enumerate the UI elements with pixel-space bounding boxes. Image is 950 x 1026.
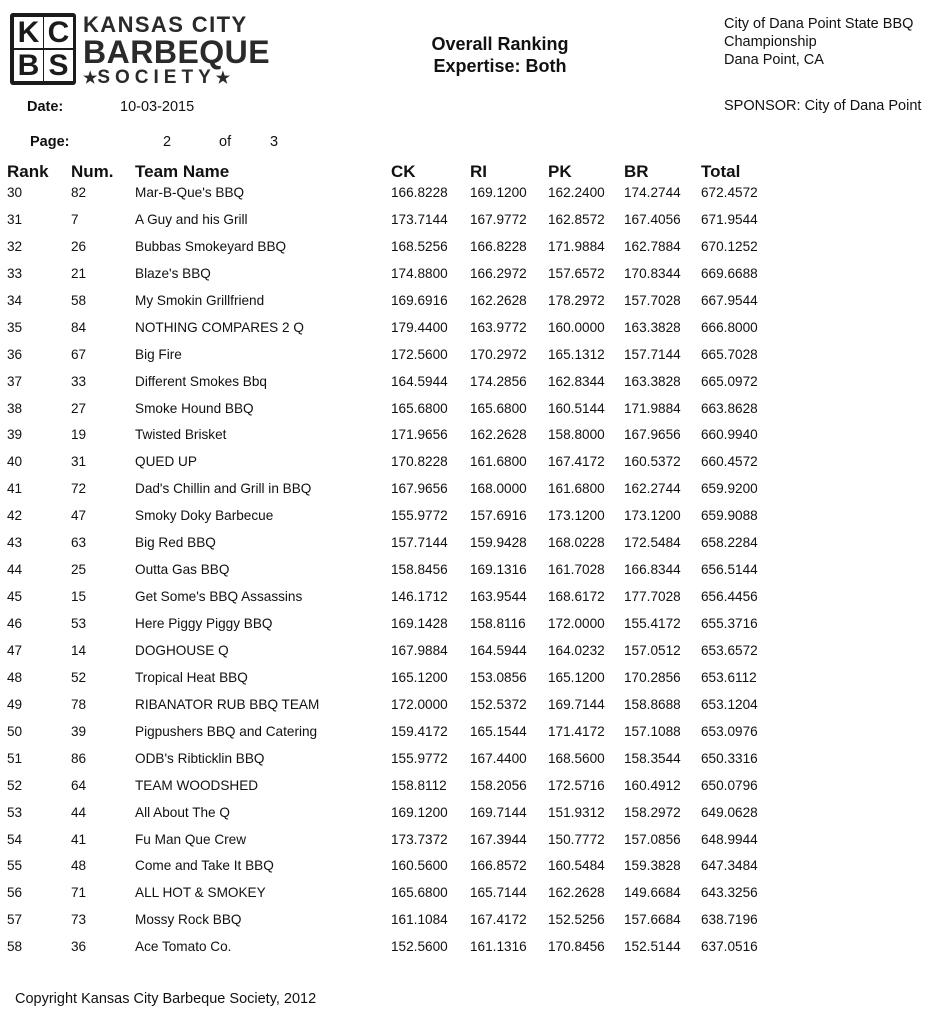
ri-score-cell: 167.9772 xyxy=(470,211,527,227)
rank-cell: 30 xyxy=(7,185,23,200)
table-row xyxy=(0,237,950,264)
team-name-cell: Mar-B-Que's BBQ xyxy=(135,185,245,200)
ck-score-cell: 158.8456 xyxy=(391,562,448,578)
table-row xyxy=(0,264,950,291)
pk-score-cell: 165.1200 xyxy=(548,669,605,685)
copyright-text: Copyright Kansas City Barbeque Society, 2012 xyxy=(15,991,317,1007)
ck-score-cell: 173.7372 xyxy=(391,831,448,847)
rank-cell: 58 xyxy=(7,939,23,955)
team-number-cell: 7 xyxy=(71,211,79,227)
column-header-ri: RI xyxy=(470,162,487,181)
team-number-cell: 53 xyxy=(71,616,87,631)
page-label: Page: xyxy=(30,134,70,150)
team-number-cell: 15 xyxy=(71,589,87,605)
table-row xyxy=(0,452,950,479)
br-score-cell: 167.4056 xyxy=(624,211,681,227)
team-number-cell: 64 xyxy=(71,777,87,793)
team-name-cell: QUED UP xyxy=(135,454,197,470)
br-score-cell: 160.4912 xyxy=(624,777,681,793)
table-row xyxy=(0,722,950,749)
ri-score-cell: 162.2628 xyxy=(470,427,527,443)
rank-cell: 32 xyxy=(7,238,23,254)
br-score-cell: 152.5144 xyxy=(624,939,681,955)
rank-cell: 52 xyxy=(7,777,23,793)
total-score-cell: 669.6688 xyxy=(701,265,758,281)
table-row xyxy=(0,668,950,695)
team-name-cell: ODB's Ribticklin BBQ xyxy=(135,750,265,766)
table-row xyxy=(0,560,950,587)
team-number-cell: 33 xyxy=(71,373,87,389)
pk-score-cell: 164.0232 xyxy=(548,642,605,658)
table-row xyxy=(0,318,950,345)
ri-score-cell: 153.0856 xyxy=(470,669,527,685)
total-score-cell: 663.8628 xyxy=(701,400,758,416)
ck-score-cell: 168.5256 xyxy=(391,238,448,254)
team-name-cell: All About The Q xyxy=(135,804,230,820)
team-number-cell: 36 xyxy=(71,939,87,955)
total-score-cell: 649.0628 xyxy=(701,804,758,820)
rank-cell: 36 xyxy=(7,346,23,362)
rank-cell: 43 xyxy=(7,535,23,551)
br-score-cell: 163.3828 xyxy=(624,373,681,389)
table-row xyxy=(0,345,950,372)
table-row xyxy=(0,803,950,830)
team-number-cell: 82 xyxy=(71,185,87,200)
column-header-ck: CK xyxy=(391,162,416,181)
br-score-cell: 170.8344 xyxy=(624,265,681,281)
ri-score-cell: 167.3944 xyxy=(470,831,527,847)
ck-score-cell: 146.1712 xyxy=(391,589,448,605)
team-name-cell: My Smokin Grillfriend xyxy=(135,292,265,308)
column-header-total: Total xyxy=(701,162,741,181)
br-score-cell: 174.2744 xyxy=(624,185,681,200)
ri-score-cell: 158.8116 xyxy=(470,616,526,631)
table-row xyxy=(0,937,950,964)
pk-score-cell: 171.9884 xyxy=(548,238,605,254)
page-current: 2 xyxy=(163,134,172,150)
logo-letter: C xyxy=(44,17,73,48)
pk-score-cell: 158.8000 xyxy=(548,427,605,443)
ck-score-cell: 155.9772 xyxy=(391,750,448,766)
ri-score-cell: 157.6916 xyxy=(470,508,527,524)
total-score-cell: 670.1252 xyxy=(701,238,758,254)
column-header-num: Num. xyxy=(71,162,114,181)
pk-score-cell: 157.6572 xyxy=(548,265,605,281)
total-score-cell: 656.5144 xyxy=(701,562,758,578)
ck-score-cell: 169.1200 xyxy=(391,804,448,820)
rank-cell: 53 xyxy=(7,804,23,820)
ck-score-cell: 161.1084 xyxy=(391,912,448,928)
table-row xyxy=(0,506,950,533)
report-title-block xyxy=(400,33,600,77)
team-name-cell: RIBANATOR RUB BBQ TEAM xyxy=(135,696,320,712)
team-number-cell: 21 xyxy=(71,265,87,281)
pk-score-cell: 162.8572 xyxy=(548,211,605,227)
total-score-cell: 653.1204 xyxy=(701,696,758,712)
br-score-cell: 172.5484 xyxy=(624,535,681,551)
rank-cell: 46 xyxy=(7,616,23,631)
ri-score-cell: 174.2856 xyxy=(470,373,527,389)
team-number-cell: 39 xyxy=(71,723,87,739)
page-of: of xyxy=(219,134,232,150)
total-score-cell: 650.0796 xyxy=(701,777,758,793)
pk-score-cell: 162.2628 xyxy=(548,885,605,901)
team-name-cell: Big Red BBQ xyxy=(135,535,216,551)
team-name-cell: Fu Man Que Crew xyxy=(135,831,247,847)
table-row xyxy=(0,749,950,776)
ranking-table xyxy=(0,183,950,964)
pk-score-cell: 160.0000 xyxy=(548,319,605,335)
logo-line-kansas-city: KANSAS CITY xyxy=(83,12,248,37)
event-location: Dana Point, CA xyxy=(724,52,824,68)
team-number-cell: 14 xyxy=(71,642,87,658)
column-header-rank: Rank xyxy=(7,162,49,181)
team-name-cell: Dad's Chillin and Grill in BBQ xyxy=(135,481,312,497)
total-score-cell: 660.9940 xyxy=(701,427,758,443)
ck-score-cell: 170.8228 xyxy=(391,454,448,470)
ri-score-cell: 159.9428 xyxy=(470,535,527,551)
ck-score-cell: 165.6800 xyxy=(391,400,448,416)
total-score-cell: 648.9944 xyxy=(701,831,758,847)
logo-line-barbeque: BARBEQUE xyxy=(83,34,271,70)
br-score-cell: 160.5372 xyxy=(624,454,681,470)
pk-score-cell: 173.1200 xyxy=(548,508,605,524)
total-score-cell: 658.2284 xyxy=(701,535,758,551)
team-name-cell: Big Fire xyxy=(135,346,182,362)
team-name-cell: Blaze's BBQ xyxy=(135,265,211,281)
pk-score-cell: 151.9312 xyxy=(548,804,605,820)
pk-score-cell: 168.5600 xyxy=(548,750,605,766)
br-score-cell: 158.8688 xyxy=(624,696,681,712)
ri-score-cell: 163.9772 xyxy=(470,319,527,335)
pk-score-cell: 160.5144 xyxy=(548,400,605,416)
pk-score-cell: 165.1312 xyxy=(548,346,605,362)
ck-score-cell: 169.1428 xyxy=(391,616,448,631)
ri-score-cell: 168.0000 xyxy=(470,481,527,497)
logo-wordmark xyxy=(83,13,283,90)
ri-score-cell: 162.2628 xyxy=(470,292,527,308)
column-header-pk: PK xyxy=(548,162,572,181)
pk-score-cell: 172.5716 xyxy=(548,777,605,793)
table-row xyxy=(0,479,950,506)
ck-score-cell: 179.4400 xyxy=(391,319,448,335)
br-score-cell: 163.3828 xyxy=(624,319,681,335)
star-icon: ★ xyxy=(215,70,231,87)
team-number-cell: 48 xyxy=(71,858,87,874)
team-number-cell: 47 xyxy=(71,508,87,524)
ck-score-cell: 166.8228 xyxy=(391,185,448,200)
br-score-cell: 162.7884 xyxy=(624,238,681,254)
team-number-cell: 26 xyxy=(71,238,87,254)
table-row xyxy=(0,641,950,668)
report-title: Overall Ranking xyxy=(431,34,569,54)
event-name-line2: Championship xyxy=(724,34,817,50)
rank-cell: 56 xyxy=(7,885,23,901)
br-score-cell: 170.2856 xyxy=(624,669,681,685)
total-score-cell: 667.9544 xyxy=(701,292,758,308)
page-total: 3 xyxy=(270,134,279,150)
table-row xyxy=(0,614,950,641)
pk-score-cell: 162.8344 xyxy=(548,373,605,389)
pk-score-cell: 170.8456 xyxy=(548,939,605,955)
rank-cell: 38 xyxy=(7,400,23,416)
rank-cell: 44 xyxy=(7,562,23,578)
br-score-cell: 177.7028 xyxy=(624,589,681,605)
ri-score-cell: 167.4172 xyxy=(470,912,527,928)
ck-score-cell: 167.9884 xyxy=(391,642,448,658)
rank-cell: 55 xyxy=(7,858,23,874)
br-score-cell: 158.2972 xyxy=(624,804,681,820)
br-score-cell: 171.9884 xyxy=(624,400,681,416)
table-row xyxy=(0,856,950,883)
star-icon: ★ xyxy=(83,70,98,87)
pk-score-cell: 172.0000 xyxy=(548,616,605,631)
br-score-cell: 158.3544 xyxy=(624,750,681,766)
pk-score-cell: 168.0228 xyxy=(548,535,605,551)
ri-score-cell: 152.5372 xyxy=(470,696,527,712)
ri-score-cell: 166.8228 xyxy=(470,238,527,254)
rank-cell: 37 xyxy=(7,373,23,389)
team-number-cell: 27 xyxy=(71,400,87,416)
ck-score-cell: 174.8800 xyxy=(391,265,448,281)
ck-score-cell: 155.9772 xyxy=(391,508,448,524)
rank-cell: 35 xyxy=(7,319,23,335)
br-score-cell: 157.1088 xyxy=(624,723,681,739)
ri-score-cell: 167.4400 xyxy=(470,750,527,766)
total-score-cell: 637.0516 xyxy=(701,939,758,955)
total-score-cell: 671.9544 xyxy=(701,211,758,227)
team-number-cell: 71 xyxy=(71,885,87,901)
team-number-cell: 31 xyxy=(71,454,87,470)
ri-score-cell: 161.1316 xyxy=(470,939,527,955)
pk-score-cell: 178.2972 xyxy=(548,292,605,308)
total-score-cell: 643.3256 xyxy=(701,885,758,901)
team-number-cell: 72 xyxy=(71,481,87,497)
ri-score-cell: 165.7144 xyxy=(470,885,527,901)
table-row xyxy=(0,533,950,560)
team-name-cell: Twisted Brisket xyxy=(135,427,227,443)
table-row xyxy=(0,183,950,210)
pk-score-cell: 161.7028 xyxy=(548,562,605,578)
ck-score-cell: 167.9656 xyxy=(391,481,448,497)
team-name-cell: Outta Gas BBQ xyxy=(135,562,230,578)
pk-score-cell: 169.7144 xyxy=(548,696,605,712)
team-name-cell: Ace Tomato Co. xyxy=(135,939,232,955)
table-row xyxy=(0,883,950,910)
total-score-cell: 660.4572 xyxy=(701,454,758,470)
ck-score-cell: 158.8112 xyxy=(391,777,447,793)
table-row xyxy=(0,587,950,614)
team-name-cell: Tropical Heat BBQ xyxy=(135,669,248,685)
team-number-cell: 52 xyxy=(71,669,87,685)
kcbs-logo-mark xyxy=(10,13,76,85)
ri-score-cell: 165.1544 xyxy=(470,723,527,739)
rank-cell: 34 xyxy=(7,292,23,308)
total-score-cell: 638.7196 xyxy=(701,912,758,928)
team-name-cell: A Guy and his Grill xyxy=(135,211,248,227)
column-header-br: BR xyxy=(624,162,649,181)
rank-cell: 54 xyxy=(7,831,23,847)
total-score-cell: 666.8000 xyxy=(701,319,758,335)
team-name-cell: Mossy Rock BBQ xyxy=(135,912,242,928)
table-row xyxy=(0,399,950,426)
ck-score-cell: 165.6800 xyxy=(391,885,448,901)
pk-score-cell: 168.6172 xyxy=(548,589,605,605)
ck-score-cell: 157.7144 xyxy=(391,535,448,551)
logo-letter: K xyxy=(14,17,43,48)
team-number-cell: 78 xyxy=(71,696,87,712)
kcbs-logo xyxy=(10,13,280,87)
team-number-cell: 73 xyxy=(71,912,87,928)
total-score-cell: 659.9088 xyxy=(701,508,758,524)
team-number-cell: 41 xyxy=(71,831,87,847)
sponsor-text: SPONSOR: City of Dana Point xyxy=(724,98,922,114)
team-name-cell: ALL HOT & SMOKEY xyxy=(135,885,266,901)
pk-score-cell: 167.4172 xyxy=(548,454,605,470)
br-score-cell: 162.2744 xyxy=(624,481,681,497)
total-score-cell: 656.4456 xyxy=(701,589,758,605)
ck-score-cell: 159.4172 xyxy=(391,723,448,739)
rank-cell: 45 xyxy=(7,589,23,605)
br-score-cell: 167.9656 xyxy=(624,427,681,443)
total-score-cell: 653.0976 xyxy=(701,723,758,739)
team-name-cell: Different Smokes Bbq xyxy=(135,373,267,389)
team-name-cell: Get Some's BBQ Assassins xyxy=(135,589,303,605)
ri-score-cell: 161.6800 xyxy=(470,454,527,470)
rank-cell: 47 xyxy=(7,642,23,658)
column-header-team: Team Name xyxy=(135,162,230,181)
event-name-line1: City of Dana Point State BBQ xyxy=(724,16,914,32)
table-row xyxy=(0,695,950,722)
ri-score-cell: 164.5944 xyxy=(470,642,527,658)
team-number-cell: 86 xyxy=(71,750,87,766)
table-row xyxy=(0,776,950,803)
ck-score-cell: 172.5600 xyxy=(391,346,448,362)
rank-cell: 40 xyxy=(7,454,23,470)
event-info xyxy=(724,15,944,69)
ck-score-cell: 165.1200 xyxy=(391,669,448,685)
ri-score-cell: 170.2972 xyxy=(470,346,527,362)
logo-line-society xyxy=(83,67,283,90)
table-row xyxy=(0,210,950,237)
team-number-cell: 58 xyxy=(71,292,87,308)
total-score-cell: 647.3484 xyxy=(701,858,758,874)
team-name-cell: Bubbas Smokeyard BBQ xyxy=(135,238,287,254)
pk-score-cell: 150.7772 xyxy=(548,831,605,847)
ck-score-cell: 164.5944 xyxy=(391,373,448,389)
pk-score-cell: 152.5256 xyxy=(548,912,605,928)
total-score-cell: 665.0972 xyxy=(701,373,758,389)
total-score-cell: 665.7028 xyxy=(701,346,758,362)
total-score-cell: 655.3716 xyxy=(701,616,758,631)
table-row xyxy=(0,830,950,857)
logo-letter: B xyxy=(14,50,43,81)
rank-cell: 50 xyxy=(7,723,23,739)
team-number-cell: 19 xyxy=(71,427,87,443)
logo-letter: S xyxy=(44,50,73,81)
ri-score-cell: 166.8572 xyxy=(470,858,527,874)
ck-score-cell: 152.5600 xyxy=(391,939,448,955)
br-score-cell: 173.1200 xyxy=(624,508,681,524)
pk-score-cell: 160.5484 xyxy=(548,858,605,874)
rank-cell: 57 xyxy=(7,912,23,928)
br-score-cell: 157.6684 xyxy=(624,912,681,928)
rank-cell: 42 xyxy=(7,508,23,524)
total-score-cell: 650.3316 xyxy=(701,750,758,766)
table-row xyxy=(0,291,950,318)
ck-score-cell: 172.0000 xyxy=(391,696,448,712)
total-score-cell: 653.6572 xyxy=(701,642,758,658)
logo-society-text: SOCIETY xyxy=(97,67,216,88)
ri-score-cell: 169.1200 xyxy=(470,185,527,200)
team-name-cell: NOTHING COMPARES 2 Q xyxy=(135,319,304,335)
team-name-cell: TEAM WOODSHED xyxy=(135,777,259,793)
br-score-cell: 159.3828 xyxy=(624,858,681,874)
table-row xyxy=(0,372,950,399)
ri-score-cell: 165.6800 xyxy=(470,400,527,416)
total-score-cell: 653.6112 xyxy=(701,669,757,685)
team-name-cell: Here Piggy Piggy BBQ xyxy=(135,616,273,631)
pk-score-cell: 162.2400 xyxy=(548,185,605,200)
ck-score-cell: 171.9656 xyxy=(391,427,448,443)
team-name-cell: Smoky Doky Barbecue xyxy=(135,508,274,524)
rank-cell: 48 xyxy=(7,669,23,685)
team-number-cell: 84 xyxy=(71,319,87,335)
report-subtitle: Expertise: Both xyxy=(433,56,567,76)
team-number-cell: 25 xyxy=(71,562,87,578)
ri-score-cell: 169.1316 xyxy=(470,562,527,578)
ck-score-cell: 160.5600 xyxy=(391,858,448,874)
team-name-cell: Come and Take It BBQ xyxy=(135,858,274,874)
br-score-cell: 149.6684 xyxy=(624,885,681,901)
team-name-cell: Pigpushers BBQ and Catering xyxy=(135,723,318,739)
team-name-cell: DOGHOUSE Q xyxy=(135,642,229,658)
rank-cell: 39 xyxy=(7,427,23,443)
br-score-cell: 157.7028 xyxy=(624,292,681,308)
rank-cell: 49 xyxy=(7,696,23,712)
ri-score-cell: 163.9544 xyxy=(470,589,527,605)
total-score-cell: 672.4572 xyxy=(701,185,758,200)
team-number-cell: 44 xyxy=(71,804,87,820)
team-number-cell: 67 xyxy=(71,346,87,362)
br-score-cell: 157.7144 xyxy=(624,346,681,362)
rank-cell: 33 xyxy=(7,265,23,281)
team-number-cell: 63 xyxy=(71,535,87,551)
table-row xyxy=(0,910,950,937)
date-label: Date: xyxy=(27,99,64,115)
rank-cell: 31 xyxy=(7,211,23,227)
total-score-cell: 659.9200 xyxy=(701,481,758,497)
ri-score-cell: 166.2972 xyxy=(470,265,527,281)
ck-score-cell: 173.7144 xyxy=(391,211,448,227)
pk-score-cell: 161.6800 xyxy=(548,481,605,497)
team-name-cell: Smoke Hound BBQ xyxy=(135,400,254,416)
br-score-cell: 157.0856 xyxy=(624,831,681,847)
br-score-cell: 166.8344 xyxy=(624,562,681,578)
pk-score-cell: 171.4172 xyxy=(548,723,605,739)
ri-score-cell: 158.2056 xyxy=(470,777,527,793)
table-row xyxy=(0,425,950,452)
date-value: 10-03-2015 xyxy=(120,99,195,115)
ri-score-cell: 169.7144 xyxy=(470,804,527,820)
br-score-cell: 157.0512 xyxy=(624,642,681,658)
ck-score-cell: 169.6916 xyxy=(391,292,448,308)
rank-cell: 51 xyxy=(7,750,23,766)
br-score-cell: 155.4172 xyxy=(624,616,681,631)
rank-cell: 41 xyxy=(7,481,23,497)
